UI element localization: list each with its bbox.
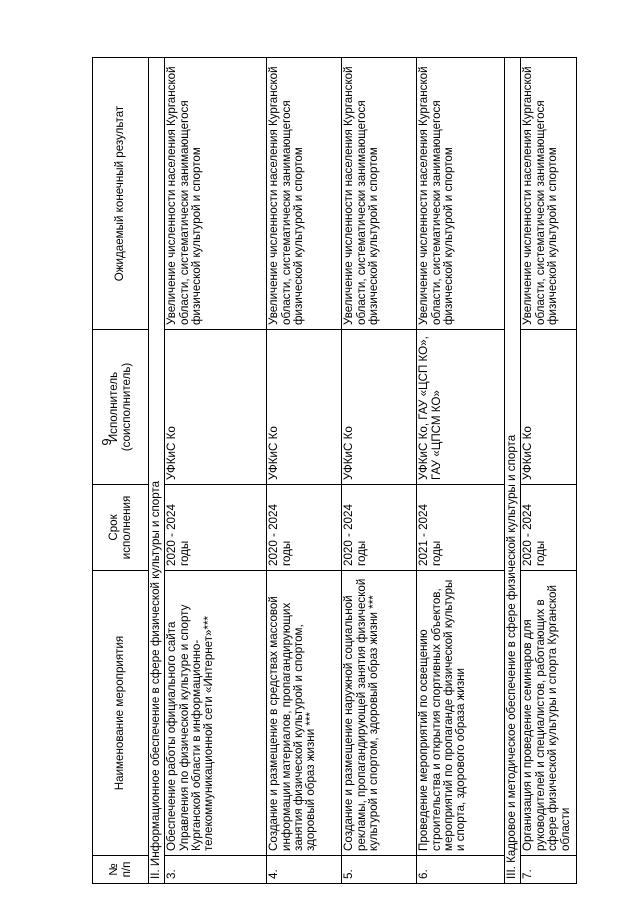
row-number: 6. — [417, 856, 505, 884]
row-name: Создание и размещение наружной социальной рекламы, пропагандирующей занятия физической культурой и спортом, здоровый образ жизни *** — [342, 571, 417, 856]
header-term: Срок исполнения — [93, 485, 149, 571]
row-result: Увеличение численности населения Курганской области, систематически занимающегося физической культурой и спортом — [417, 58, 505, 330]
table-header-row — [93, 58, 149, 884]
document-page — [92, 58, 577, 884]
page-number: 6 — [99, 438, 114, 446]
row-result: Увеличение численности населения Курганской области, систематически занимающегося физической культурой и спортом — [165, 58, 267, 330]
row-number: 3. — [165, 856, 267, 884]
row-result: Увеличение численности населения Курганской области, систематически занимающегося физической культурой и спортом — [521, 58, 577, 330]
row-executor: УФКиС Ко — [165, 330, 267, 485]
row-executor: УФКиС Ко, ГАУ «ЦСП КО», ГАУ «ЦПСМ КО» — [417, 330, 505, 485]
row-executor: УФКиС Ко — [521, 330, 577, 485]
header-executor: Исполнитель (соисполнитель) — [93, 330, 149, 485]
row-number: 5. — [342, 856, 417, 884]
section-title: II. Информационное обеспечение в сфере физической культуры и спорта — [149, 58, 165, 884]
measures-table — [92, 57, 577, 884]
row-result: Увеличение численности населения Курганской области, систематически занимающегося физической культурой и спортом — [267, 58, 342, 330]
row-number: 7. — [521, 856, 577, 884]
row-result: Увеличение численности населения Курганской области, систематически занимающегося физической культурой и спортом — [342, 58, 417, 330]
header-number: № п/п — [93, 856, 149, 884]
header-result: Ожидаемый конечный результат — [93, 58, 149, 330]
header-name: Наименование мероприятия — [93, 571, 149, 856]
row-executor: УФКиС Ко — [267, 330, 342, 485]
row-executor: УФКиС Ко — [342, 330, 417, 485]
table-row — [165, 58, 267, 884]
row-term: 2020 - 2024 годы — [342, 485, 417, 571]
row-number: 4. — [267, 856, 342, 884]
table-row — [521, 58, 577, 884]
table-row — [267, 58, 342, 884]
row-name: Проведение мероприятий по освещению строительства и открытия спортивных объектов, мероприятий по пропаганде физической культуры и спорта, здорового образа жизни — [417, 571, 505, 856]
row-term: 2020 - 2024 годы — [267, 485, 342, 571]
row-name: Организация и проведение семинаров для руководителей и специалистов, работающих в сфере физической культуры и спорта Курганской области — [521, 571, 577, 856]
row-term: 2021 - 2024 годы — [417, 485, 505, 571]
row-term: 2020 - 2024 годы — [521, 485, 577, 571]
row-name: Обеспечение работы официального сайта Управления по физической культуре и спорту Курганской области в информационно-телекоммуникационной сети «Интернет»*** — [165, 571, 267, 856]
row-name: Создание и размещение в средствах массовой информации материалов, пропагандирующих занятия физической культурой и спортом, здоровый образ жизни *** — [267, 571, 342, 856]
table-row — [417, 58, 505, 884]
section-row — [149, 58, 165, 884]
section-row — [505, 58, 521, 884]
section-title: III. Кадровое и методическое обеспечение в сфере физической культуры и спорта — [505, 58, 521, 884]
table-row — [342, 58, 417, 884]
row-term: 2020 - 2024 годы — [165, 485, 267, 571]
